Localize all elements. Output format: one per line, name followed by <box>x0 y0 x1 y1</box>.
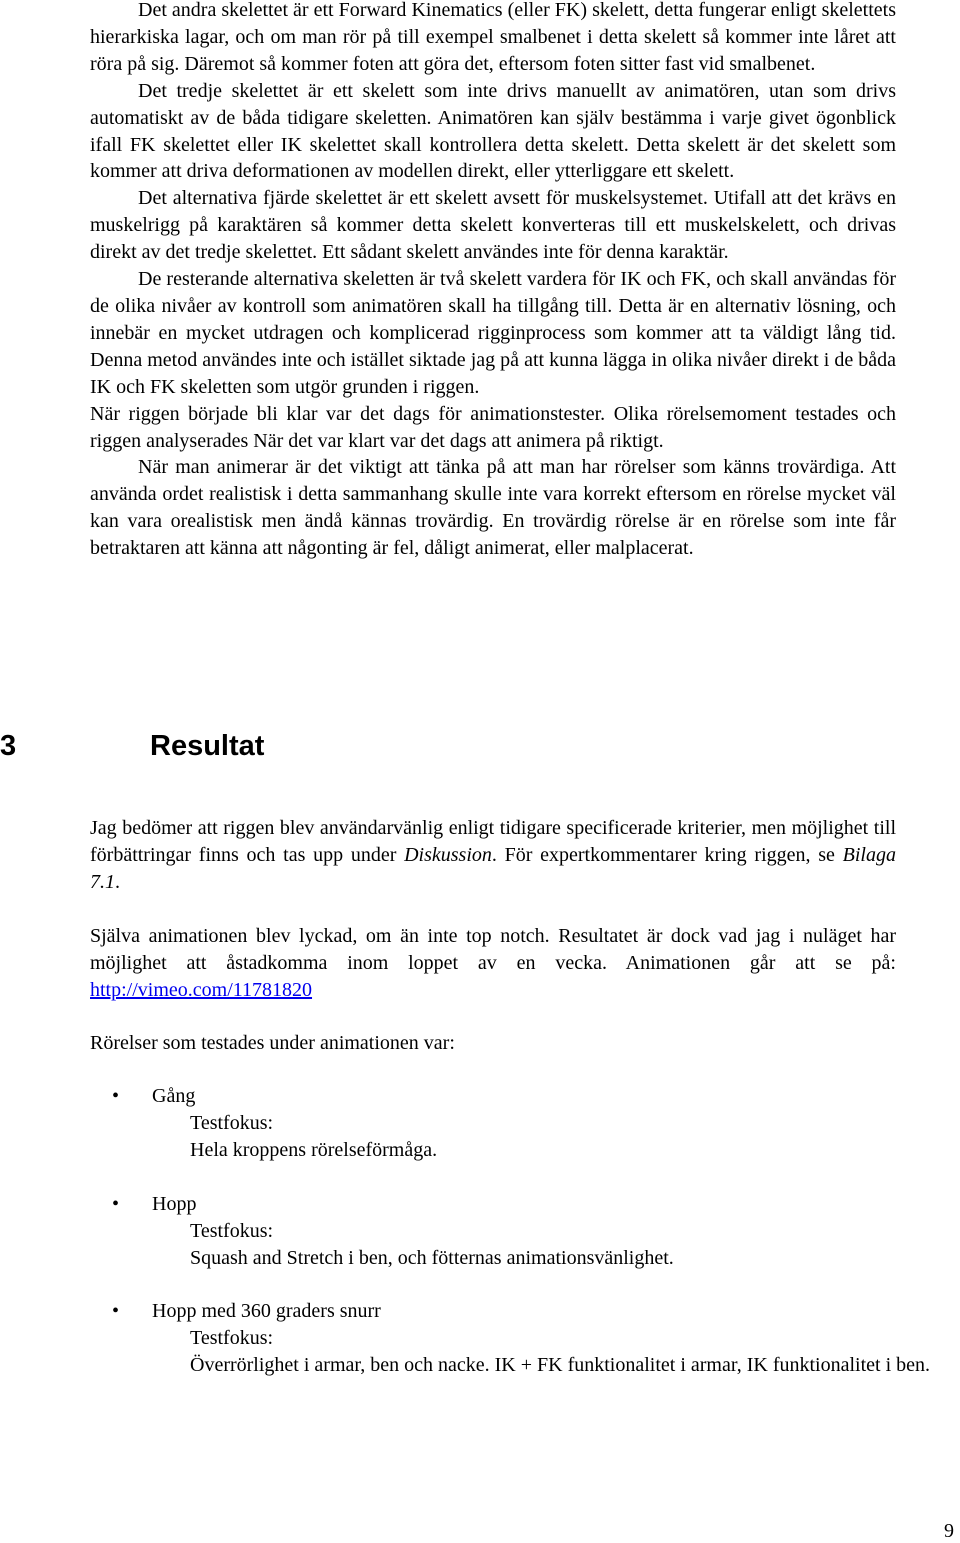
assessment-text-3: . <box>115 870 120 893</box>
assessment-text-2: . För expertkommentarer kring riggen, se <box>491 843 843 866</box>
list-item <box>90 1191 960 1272</box>
paragraph-rig-assessment <box>90 815 896 896</box>
vimeo-link[interactable]: http://vimeo.com/11781820 <box>90 978 313 1001</box>
section-heading <box>0 728 600 768</box>
paragraph-third-skeleton: Det tredje skelettet är ett skelett som inte drivs manuellt av animatören, utan som drivs automatiskt av de båda tidigare skeletten. Animatören kan själv bestämma i varje givet ögonblick ifall FK skelettet eller IK skelettet skall kontrollera detta skelett. Detta skelett är det skelett som kommer att driva deformationen av modellen direkt, eller ytterliggare ett skelett. <box>90 79 896 183</box>
movement-title: Gång <box>152 1085 196 1107</box>
test-focus-label: Testfokus: <box>190 1219 274 1242</box>
movement-title: Hopp <box>152 1192 197 1215</box>
section-title: Resultat <box>150 730 265 762</box>
list-item <box>90 1083 960 1164</box>
section-number: 3 <box>0 730 17 762</box>
test-focus-description: Hela kroppens rörelseförmåga. <box>190 1138 438 1161</box>
animation-result-text: Själva animationen blev lyckad, om än inte top notch. Resultatet är dock vad jag i nuläget har möjlighet att åstadkomma inom loppet av en vecka. Animationen går att se på: <box>90 924 896 974</box>
list-item <box>90 1298 960 1379</box>
bullet-icon: • <box>112 1192 120 1215</box>
resultat-text <box>90 815 896 1057</box>
movement-title: Hopp med 360 graders snurr <box>152 1300 381 1323</box>
assessment-text-1: Jag bedömer att riggen blev användarvänlig enligt tidigare specificerade kriterier, men möjlighet till förbättringar finns och tas upp under <box>90 817 896 866</box>
paragraph-fk-skeleton: Det andra skelettet är ett Forward Kinematics (eller FK) skelett, detta fungerar enligt skelettets hierarkiska lagar, och om man rör på till exempel smalbenet i detta skelett så kommer inte låret att röra på sig. Däremot så kommer foten att göra det, eftersom foten sitter fast vid smalbenet. <box>90 0 896 75</box>
page-number: 9 <box>944 1520 954 1542</box>
paragraph-animation-result <box>90 923 896 1004</box>
test-focus-description: Squash and Stretch i ben, och fötternas animationsvänlighet. <box>190 1246 674 1269</box>
bullet-icon: • <box>112 1300 120 1323</box>
diskussion-reference: Diskussion <box>404 843 492 866</box>
test-focus-description: Överrörlighet i armar, ben och nacke. IK + FK funktionalitet i armar, IK funktionalitet i ben. <box>190 1354 930 1377</box>
paragraph-fourth-skeleton: Det alternativa fjärde skelettet är ett skelett avsett för muskelsystemet. Utifall att det krävs en muskelrigg på karaktären så kommer detta skelett konverteras till ett muskelskelett, och drivas direkt av det tredje skelettet. Ett sådant skelett användes inte för denna karaktär. <box>90 187 896 264</box>
bullet-icon: • <box>112 1085 120 1107</box>
bilaga-reference: Bilaga 7.1 <box>90 843 896 893</box>
intro-text <box>90 0 896 562</box>
test-focus-label: Testfokus: <box>190 1111 274 1134</box>
paragraph-animation-tests: När riggen började bli klar var det dags för animationstester. Olika rörelsemoment testades och riggen analyserades När det var klart var det dags att animera på riktigt. <box>90 402 896 452</box>
paragraph-believable-motion: När man animerar är det viktigt att tänka på att man har rörelser som känns trovärdiga. Att använda ordet realistisk i detta sammanhang skulle inte vara korrekt eftersom en rörelse mycket väl kan vara orealistisk men ändå kännas trovärdig. En trovärdig rörelse är en rörelse som inte får betraktaren att känna att någonting är fel, dåligt animerat, eller malplacerat. <box>90 456 896 560</box>
movements-list <box>90 1083 960 1406</box>
test-focus-label: Testfokus: <box>190 1327 274 1350</box>
paragraph-alternative-skeletons: De resterande alternativa skeletten är två skelett vardera för IK och FK, och skall användas för de olika nivåer av kontroll som animatören skall ha tillgång till. Detta är en alternativ lösning, och innebär en mycket utdragen och komplicerad rigginprocess som kommer att ta väldigt lång tid. Denna metod användes inte och istället siktade jag på att kunna lägga in olika nivåer direkt i de båda IK och FK skeletten som utgör grunden i riggen. <box>90 268 896 398</box>
paragraph-movements-intro: Rörelser som testades under animationen var: <box>90 1032 455 1055</box>
